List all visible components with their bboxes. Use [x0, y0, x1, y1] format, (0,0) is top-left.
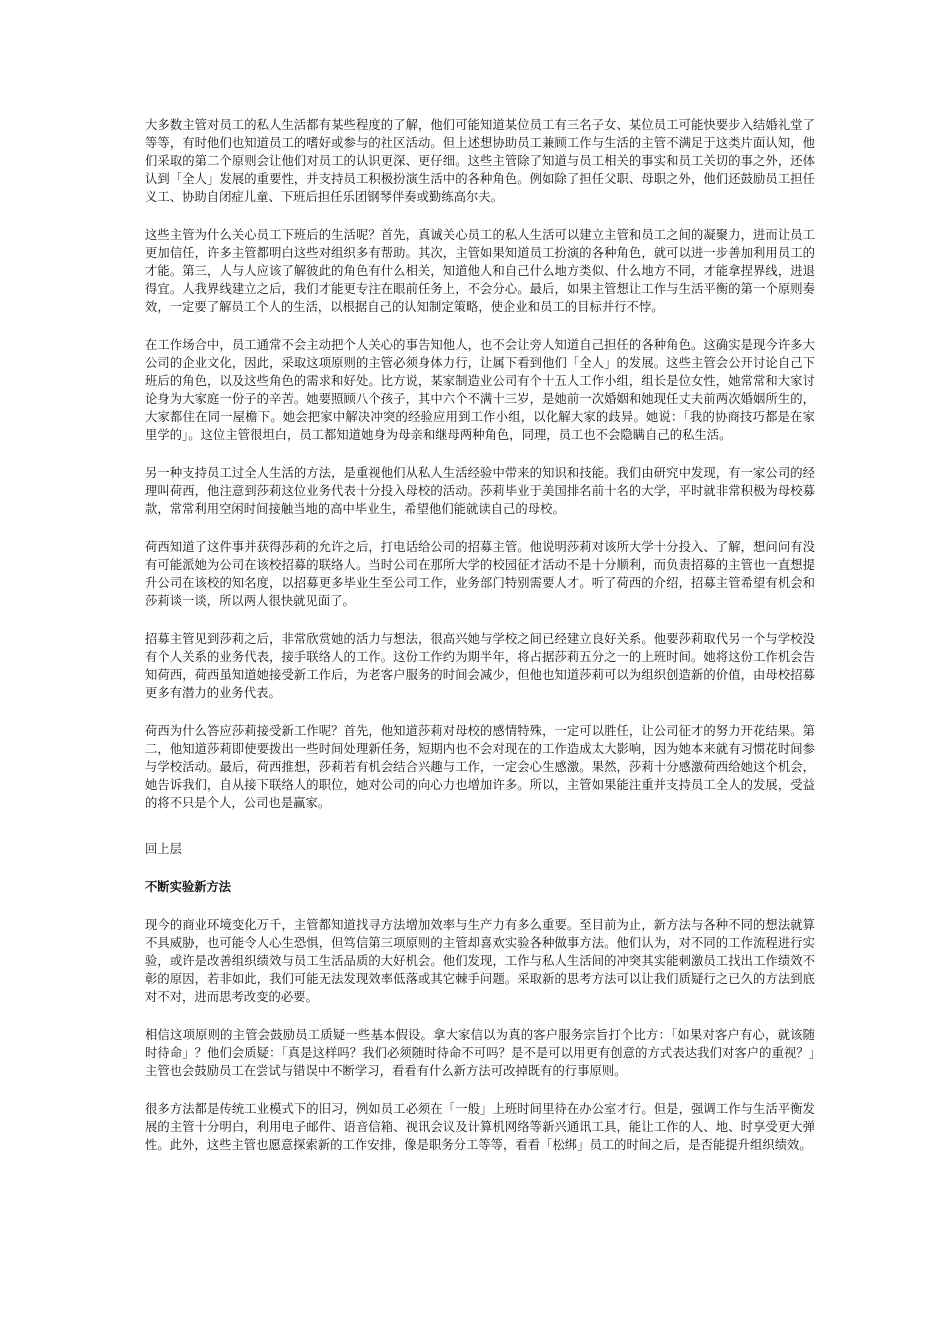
paragraph: 招募主管见到莎莉之后，非常欣赏她的活力与想法，很高兴她与学校之间已经建立良好关系。他要莎莉取代另一个与学校没有个人关系的业务代表，接手联络人的工作。这份工作约为期半年，将占据莎莉五分之一的上班时间。她将这份工作机会告知荷西，荷西虽知道她接受新工作后，为老客户服务的时间会减少，但他也知道莎莉可以为组织创造新的价值，由母校招募更多有潜力的业务代表。	[145, 632, 815, 700]
paragraph: 现今的商业环境变化万千，主管都知道找寻方法增加效率与生产力有多么重要。至目前为止，新方法与各种不同的想法就算不具威胁，也可能令人心生恐惧，但笃信第三项原则的主管却喜欢实验各种做事方法。他们认为，对不同的工作流程进行实验，或许是改善组织绩效与员工生活品质的大好机会。他们发现，工作与私人生活间的冲突其实能刺激员工找出工作绩效不彰的原因，若非如此，我们可能无法发现效率低落或其它棘手问题。采取新的思考方法可以让我们质疑行之已久的方法到底对不对，进而思考改变的必要。	[145, 918, 815, 1004]
article-section-experiment	[145, 878, 815, 1154]
section-title: 不断实验新方法	[145, 879, 232, 894]
paragraph: 在工作场合中，员工通常不会主动把个人关心的事告知他人，也不会让旁人知道自己担任的各种角色。这确实是现今许多大公司的企业文化，因此，采取这项原则的主管必须身体力行，让属下看到他们「全人」的发展。这些主管会公开讨论自己下班后的角色，以及这些角色的需求和好处。比方说，某家制造业公司有个十五人工作小组，组长是位女性，她常常和大家讨论身为大家庭一份子的辛苦。她要照顾八个孩子，其中六个不满十三岁，是她前一次婚姻和她现任丈夫前两次婚姻所生的，大家都住在同一屋檐下。她会把家中解决冲突的经验应用到工作小组，以化解大家的歧异。她说：「我的协商技巧都是在家里学的」。这位主管很坦白，员工都知道她身为母亲和继母两种角色，同理，员工也不会隐瞒自己的私生活。	[145, 338, 815, 442]
back-to-parent-link[interactable]: 回上层	[145, 842, 182, 856]
paragraph: 荷西为什么答应莎莉接受新工作呢？首先，他知道莎莉对母校的感情特殊，一定可以胜任，让公司征才的努力开花结果。第二，他知道莎莉即使要拨出一些时间处理新任务，短期内也不会对现在的工作造成太大影响，因为她本来就有习惯花时间参与学校活动。最后，荷西推想，莎莉若有机会结合兴趣与工作，一定会心生感激。果然，莎莉十分感激荷西给她这个机会，她告诉我们，自从接下联络人的职位，她对公司的向心力也增加许多。所以，主管如果能注重并支持员工全人的发展，受益的将不只是个人，公司也是赢家。	[145, 724, 815, 810]
paragraph: 大多数主管对员工的私人生活都有某些程度的了解，他们可能知道某位员工有三名子女、某位员工可能快要步入结婚礼堂了等等，有时他们也知道员工的嗜好或参与的社区活动。但上述想协助员工兼顾工作与生活的主管不满足于这类片面认知，他们采取的第二个原则会让他们对员工的认识更深、更仔细。这些主管除了知道与员工相关的事实和员工关切的事之外，还体认到「全人」发展的重要性，并支持员工积极扮演生活中的各种角色。例如除了担任父职、母职之外，他们还鼓励员工担任义工、协助自闭症儿童、下班后担任乐团钢琴伴奏或勤练高尔夫。	[145, 118, 815, 204]
article-section-whole-person	[145, 116, 815, 812]
paragraph: 另一种支持员工过全人生活的方法，是重视他们从私人生活经验中带来的知识和技能。我们由研究中发现，有一家公司的经理叫荷西，他注意到莎莉这位业务代表十分投入母校的活动。莎莉毕业于美国排名前十名的大学，平时就非常积极为母校募款，常常利用空闲时间接触当地的高中毕业生，希望他们能就读自己的母校。	[145, 466, 815, 516]
document-page	[145, 116, 815, 1174]
paragraph: 荷西知道了这件事并获得莎莉的允许之后，打电话给公司的招募主管。他说明莎莉对该所大学十分投入、了解，想问问有没有可能派她为公司在该校招募的联络人。当时公司在那所大学的校园征才活动不是十分顺利，而负责招募的主管也一直想提升公司在该校的知名度，以招募更多毕业生至公司工作，业务部门特别需要人才。听了荷西的介绍，招募主管希望有机会和莎莉谈一谈，所以两人很快就见面了。	[145, 540, 815, 608]
paragraph: 这些主管为什么关心员工下班后的生活呢？首先，真诚关心员工的私人生活可以建立主管和员工之间的凝聚力，进而让员工更加信任，许多主管都明白这些对组织多有帮助。其次，主管如果知道员工扮演的各种角色，就可以进一步善加利用员工的才能。第三，人与人应该了解彼此的角色有什么相关，知道他人和自己什么地方类似、什么地方不同，才能拿捏界线，进退得宜。人我界线建立之后，我们才能更专注在眼前任务上，不会分心。最后，如果主管想让工作与生活平衡的第一个原则奏效，一定要了解员工个人的生活，以根据自己的认知制定策略，使企业和员工的目标并行不悖。	[145, 228, 815, 314]
paragraph: 很多方法都是传统工业模式下的旧习，例如员工必须在「一般」上班时间里待在办公室才行。但是，强调工作与生活平衡发展的主管十分明白，利用电子邮件、语音信箱、视讯会议及计算机网络等新兴通讯工具，能让工作的人、地、时享受更大弹性。此外，这些主管也愿意探索新的工作安排，像是职务分工等等，看看「松绑」员工的时间之后，是否能提升组织绩效。	[145, 1102, 815, 1152]
paragraph: 相信这项原则的主管会鼓励员工质疑一些基本假设。拿大家信以为真的客户服务宗旨打个比方：「如果对客户有心，就该随时待命」？他们会质疑：「真是这样吗？我们必须随时待命不可吗？是不是可以用更有创意的方式表达我们对客户的重视？」主管也会鼓励员工在尝试与错误中不断学习，看看有什么新方法可改掉既有的行事原则。	[145, 1028, 815, 1078]
